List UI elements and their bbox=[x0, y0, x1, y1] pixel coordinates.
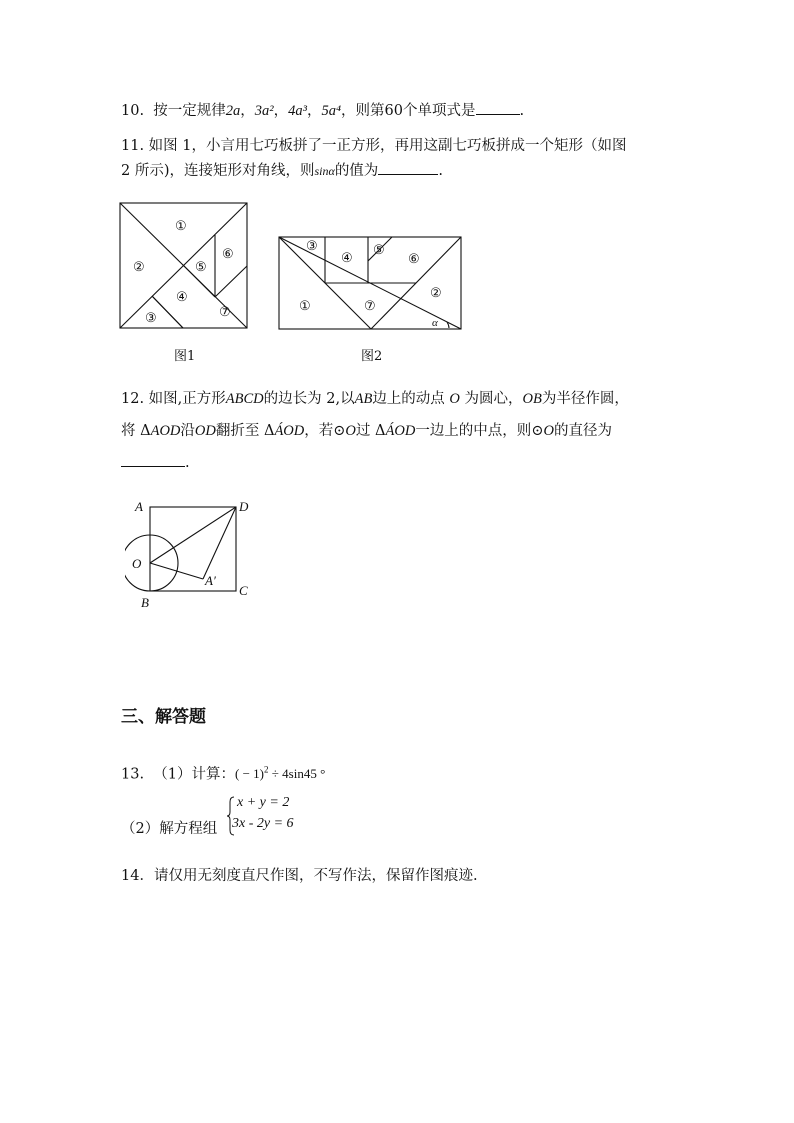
piece-label-1b: ① bbox=[299, 298, 311, 313]
label-D: D bbox=[239, 499, 249, 514]
label-O: O bbox=[132, 556, 142, 571]
question-12-line3: . bbox=[121, 452, 190, 473]
label-A-prime: A′ bbox=[205, 573, 216, 588]
question-14: 14．请仅用无刻度直尺作图，不写作法，保留作图痕迹. bbox=[121, 868, 478, 884]
question-10: 10. 按一定规律2a，3a²，4a³，5a⁴，则第60个单项式是 . bbox=[121, 100, 524, 121]
question-13-part1: 13. （1）计算：( − 1)$^2$ ÷ 4sin45 ° bbox=[121, 765, 326, 783]
label-A: A bbox=[135, 499, 143, 514]
piece-label-7b: ⑦ bbox=[364, 298, 376, 313]
answer-blank-11[interactable] bbox=[378, 160, 438, 175]
question-12-line1: 12. 如图,正方形ABCD的边长为 2,以AB边上的动点 O 为圆心，OB为半径作圆， bbox=[121, 391, 629, 407]
equation-1: x + y = 2 bbox=[237, 795, 290, 810]
piece-label-3b: ③ bbox=[306, 238, 318, 253]
equation-system bbox=[226, 795, 316, 837]
section-3-title: 三、解答题 bbox=[121, 707, 206, 727]
piece-label-4: ④ bbox=[176, 289, 188, 304]
piece-label-6b: ⑥ bbox=[408, 251, 420, 266]
figure-2-tangram-rectangle bbox=[273, 228, 468, 334]
piece-label-7: ⑦ bbox=[219, 304, 231, 319]
label-C: C bbox=[239, 583, 248, 598]
alpha-label: α bbox=[432, 317, 438, 329]
label-B: B bbox=[141, 595, 149, 610]
piece-label-2b: ② bbox=[430, 285, 442, 300]
figure-12-square-circle bbox=[125, 495, 265, 615]
equation-2: 3x - 2y = 6 bbox=[232, 816, 294, 831]
question-13-part2: （2）解方程组 bbox=[121, 821, 218, 837]
piece-label-3: ③ bbox=[145, 310, 157, 325]
question-11-line1: 11. 如图 1，小言用七巧板拼了一正方形，再用这副七巧板拼成一个矩形（如图 bbox=[121, 138, 627, 154]
piece-label-5: ⑤ bbox=[195, 259, 207, 274]
question-11-line2: 2 所示)，连接矩形对角线，则sinα的值为 . bbox=[121, 160, 443, 181]
answer-blank-12[interactable] bbox=[121, 452, 185, 467]
piece-label-2: ② bbox=[133, 259, 145, 274]
figure-1-pieces bbox=[115, 198, 255, 334]
piece-label-4b: ④ bbox=[341, 250, 353, 265]
answer-blank-10[interactable] bbox=[476, 100, 520, 115]
piece-label-1: ① bbox=[175, 218, 187, 233]
math-expression: ( − 1)$^2$ ÷ 4sin45 ° bbox=[235, 765, 326, 782]
piece-label-5b: ⑤ bbox=[373, 242, 385, 257]
question-12-line2: 将 ΔAOD沿OD翻折至 ΔÁOD，若⊙O过 ΔÁOD一边上的中点，则⊙O的直径为 bbox=[121, 423, 612, 439]
figure-1-caption: 图1 bbox=[174, 349, 196, 364]
piece-label-6: ⑥ bbox=[222, 246, 234, 261]
figure-2-caption: 图2 bbox=[361, 349, 383, 364]
